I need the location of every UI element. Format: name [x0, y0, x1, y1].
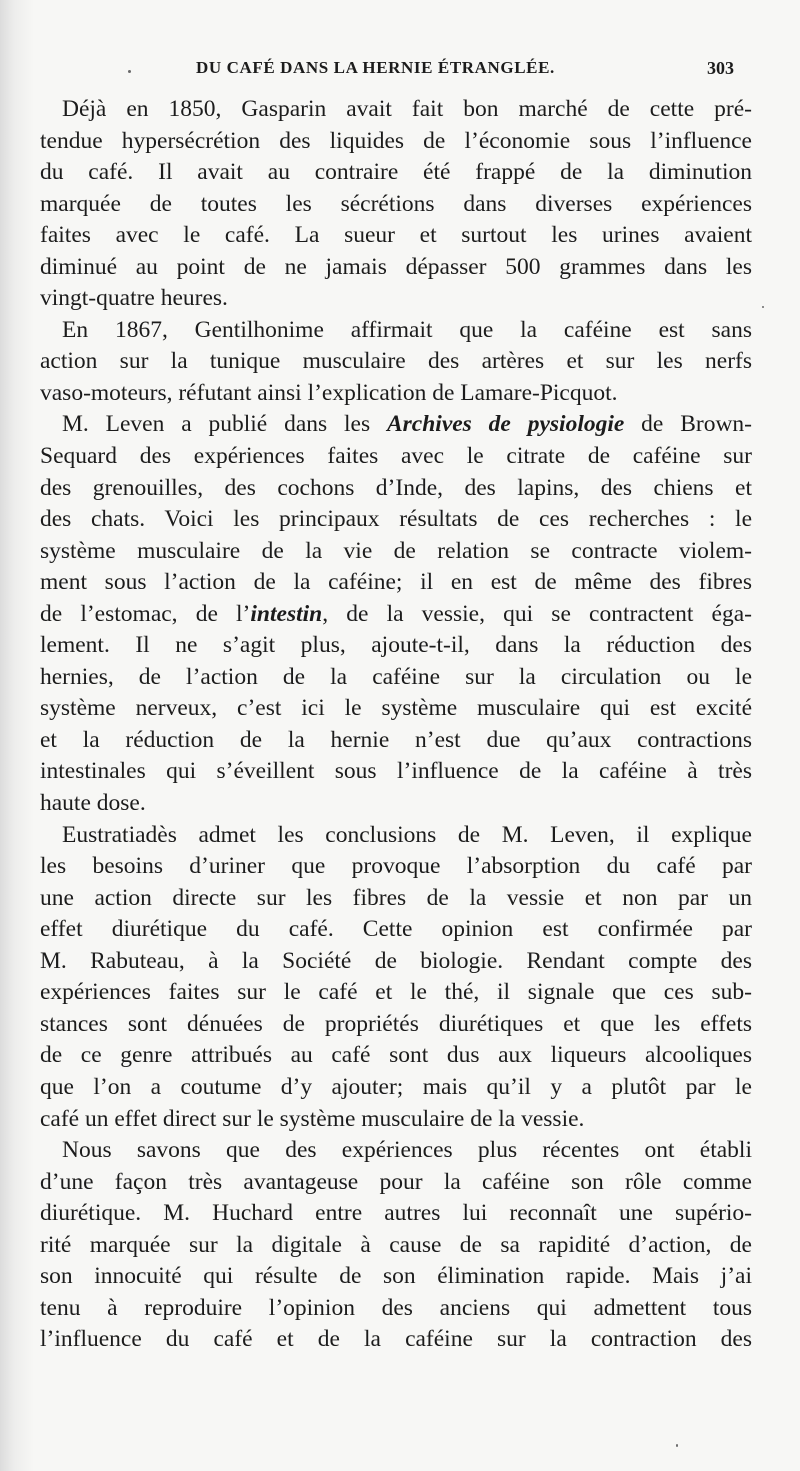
- print-speck: [676, 1444, 678, 1447]
- text-line: [40, 725, 752, 757]
- line-text: M. Rabuteau, à la Société de biologie. Rendant compte des: [40, 947, 752, 974]
- italic-title: intestin: [250, 600, 323, 627]
- text-line: [40, 851, 752, 883]
- text-line: [40, 914, 752, 946]
- line-text: stances sont dénuées de propriétés diurétiques et que les effets: [40, 1010, 752, 1037]
- line-text: marquée de toutes les sécrétions dans diverses expériences: [40, 190, 752, 217]
- text-line: [40, 946, 752, 978]
- text-line: [40, 94, 752, 126]
- text-line: [40, 693, 752, 725]
- text-line: [40, 630, 752, 662]
- line-text: Déjà en 1850, Gasparin avait fait bon marché de cette pré-: [62, 96, 752, 122]
- line-text: effet diurétique du café. Cette opinion est confirmée par: [40, 916, 752, 943]
- line-text: haute dose.: [40, 790, 146, 817]
- line-text: café un effet direct sur le système musculaire de la vessie.: [40, 1105, 585, 1132]
- line-text: En 1867, Gentilhonime affirmait que la caféine est sans: [62, 316, 752, 343]
- text-line: [40, 1293, 752, 1325]
- italic-title: Archives de pysiologie: [386, 411, 625, 438]
- line-text: de ce genre attribués au café sont dus aux liqueurs alcooliques: [40, 1042, 752, 1069]
- line-text: Nous savons que des expériences plus récentes ont établi: [62, 1137, 752, 1164]
- line-text: système nerveux, c’est ici le système musculaire qui est excité: [40, 695, 752, 722]
- text-line: [40, 1135, 752, 1167]
- line-text: une action directe sur les fibres de la vessie et non par un: [40, 884, 752, 911]
- line-text: lement. Il ne s’agit plus, ajoute-t-il, dans la réduction des: [40, 632, 752, 659]
- line-text: d’une façon très avantageuse pour la caféine son rôle comme: [40, 1168, 752, 1195]
- line-text: action sur la tunique musculaire des artères et sur les nerfs: [40, 348, 752, 375]
- line-text: des grenouilles, des cochons d’Inde, des lapins, des chiens et: [40, 474, 752, 501]
- text-line: [40, 473, 752, 505]
- line-text: intestinales qui s’éveillent sous l’influence de la caféine à très: [40, 758, 752, 785]
- text-line: [40, 252, 752, 284]
- text-line: [40, 315, 752, 347]
- line-text: tenu à reproduire l’opinion des anciens qui admettent tous: [40, 1294, 752, 1321]
- running-head: DU CAFÉ DANS LA HERNIE ÉTRANGLÉE.: [196, 58, 555, 77]
- text-line: [40, 1167, 752, 1199]
- text-line: [40, 409, 752, 441]
- text-line: [40, 662, 752, 694]
- text-line: [40, 567, 752, 599]
- text-line: [40, 820, 752, 852]
- text-line: [40, 536, 752, 568]
- line-text: système musculaire de la vie de relation se contracte violem-: [40, 537, 752, 564]
- line-text: diminué au point de ne jamais dépasser 500 grammes dans les: [40, 253, 752, 280]
- text-line: [40, 1072, 752, 1104]
- body-text: [40, 94, 752, 1356]
- text-line: [40, 283, 752, 315]
- text-line: [40, 1104, 752, 1136]
- line-text: diurétique. M. Huchard entre autres lui reconnaît une supério-: [40, 1200, 752, 1227]
- line-text: l’influence du café et de la caféine sur la contraction des: [40, 1326, 752, 1353]
- text-line: [40, 504, 752, 536]
- line-text: M. Leven a publié dans les: [62, 411, 387, 438]
- line-text: faites avec le café. La sueur et surtout les urines avaient: [40, 222, 752, 249]
- line-text: vaso-moteurs, réfutant ainsi l’explication de Lamare-Picquot.: [40, 379, 618, 406]
- line-text: ment sous l’action de la caféine; il en est de même des fibres: [40, 569, 752, 596]
- line-text: de l’estomac, de l’: [40, 600, 251, 627]
- line-text: hernies, de l’action de la caféine sur la circulation ou le: [40, 663, 752, 690]
- print-speck: [762, 306, 764, 308]
- text-line: [40, 378, 752, 410]
- text-line: [40, 883, 752, 915]
- text-line: [40, 220, 752, 252]
- text-line: [40, 1261, 752, 1293]
- text-line: [40, 599, 752, 631]
- page-number: 303: [707, 58, 734, 78]
- line-text-continued: de Brown-: [624, 411, 752, 438]
- text-line: [40, 1198, 752, 1230]
- line-text: que l’on a coutume d’y ajouter; mais qu’il y a plutôt par le: [40, 1073, 752, 1100]
- text-line: [40, 977, 752, 1009]
- text-line: [40, 126, 752, 158]
- text-line: [40, 1009, 752, 1041]
- line-text: tendue hypersécrétion des liquides de l’économie sous l’influence: [40, 127, 752, 154]
- line-text: du café. Il avait au contraire été frappé de la diminution: [40, 159, 752, 186]
- line-text: rité marquée sur la digitale à cause de sa rapidité d’action, de: [40, 1231, 752, 1258]
- text-line: [40, 189, 752, 221]
- text-line: [40, 1040, 752, 1072]
- text-line: [40, 1324, 752, 1356]
- line-text: Eustratiadès admet les conclusions de M. Leven, il explique: [62, 821, 752, 848]
- text-line: [40, 346, 752, 378]
- print-speck: [128, 70, 131, 73]
- line-text: les besoins d’uriner que provoque l’absorption du café par: [40, 853, 752, 880]
- line-text: des chats. Voici les principaux résultats de ces recherches : le: [40, 506, 752, 533]
- line-text: et la réduction de la hernie n’est due qu’aux contractions: [40, 726, 752, 753]
- line-text: expériences faites sur le café et le thé, il signale que ces sub-: [40, 979, 752, 1006]
- page-header: [0, 58, 800, 88]
- text-line: [40, 1230, 752, 1262]
- text-line: [40, 157, 752, 189]
- text-line: [40, 788, 752, 820]
- line-text: son innocuité qui résulte de son élimination rapide. Mais j’ai: [40, 1263, 752, 1290]
- text-line: [40, 756, 752, 788]
- line-text: vingt-quatre heures.: [40, 285, 228, 312]
- line-text-continued: , de la vessie, qui se contractent éga-: [322, 600, 752, 627]
- text-line: [40, 441, 752, 473]
- line-text: Sequard des expériences faites avec le citrate de caféine sur: [40, 443, 752, 470]
